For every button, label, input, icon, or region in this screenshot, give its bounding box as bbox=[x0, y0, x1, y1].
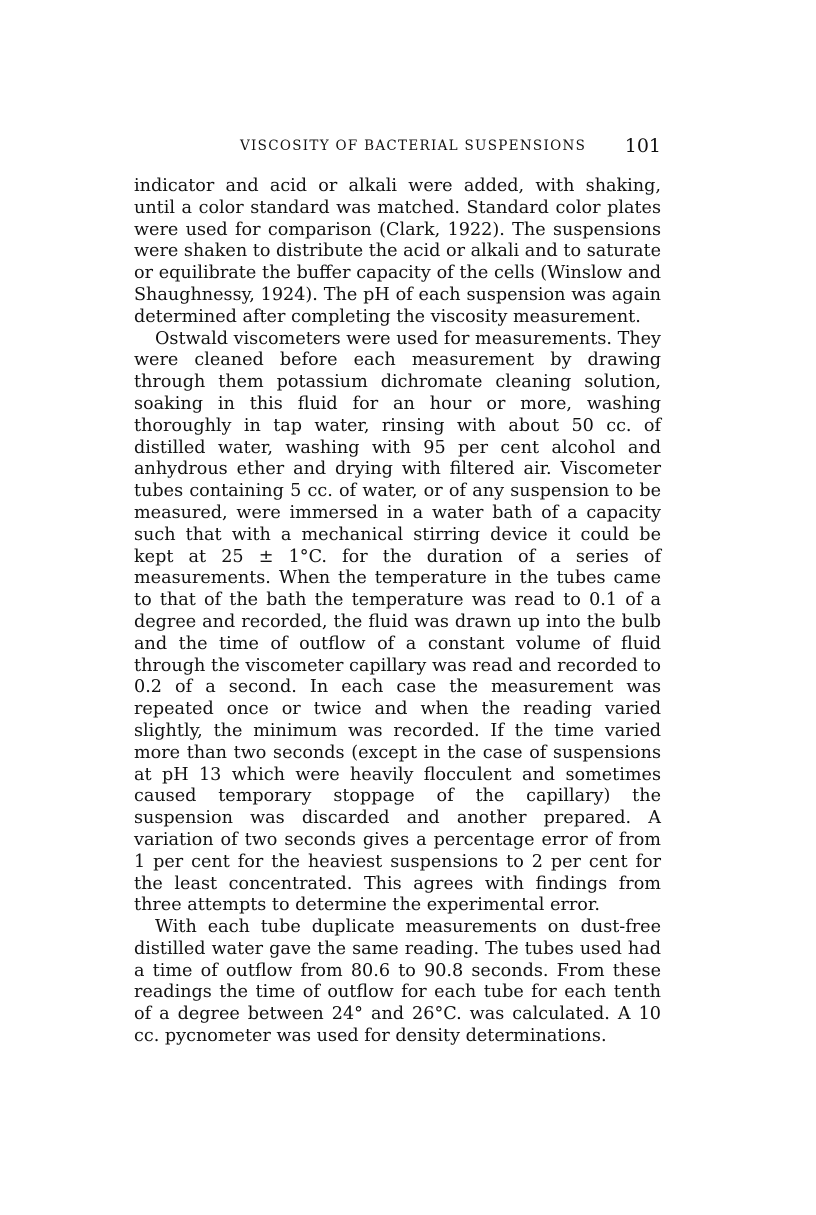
paragraph-viscometers: Ostwald viscometers were used for measurements. They were cleaned before each measurement by drawing through them potassium dichromate cleaning solution, soaking in this fluid for an hour or more, washing thoroughly in tap water, rinsing with about 50 cc. of distilled water, washing with 95 per cent alcohol and anhydrous ether and drying with filtered air. Viscometer tubes containing 5 cc. of water, or of any suspension to be measured, were immersed in a water bath of a capacity such that with a mechanical stirring device it could be kept at 25 ± 1°C. for the duration of a series of measurements. When the temperature in the tubes came to that of the bath the temperature was read to 0.1 of a degree and recorded, the fluid was drawn up into the bulb and the time of outflow of a constant volume of fluid through the viscometer capillary was read and recorded to 0.2 of a second. In each case the measurement was repeated once or twice and when the reading varied slightly, the minimum was recorded. If the time varied more than two seconds (except in the case of suspensions at pH 13 which were heavily flocculent and sometimes caused temporary stoppage of the capillary) the suspension was discarded and another prepared. A variation of two seconds gives a percentage error of from 1 per cent for the heaviest suspensions to 2 per cent for the least concentrated. This agrees with findings from three attempts to determine the experimental error. bbox=[134, 328, 661, 916]
page-number: 101 bbox=[624, 135, 661, 157]
paragraph-calibration: With each tube duplicate measurements on dust-free distilled water gave the same reading. The tubes used had a time of outflow from 80.6 to 90.8 seconds. From these readings the time of outflow for each tube for each tenth of a degree between 24° and 26°C. was calculated. A 10 cc. pycnometer was used for density determinations. bbox=[134, 917, 661, 1047]
running-head bbox=[134, 135, 661, 159]
body-text bbox=[134, 176, 661, 1048]
paragraph-continuation: indicator and acid or alkali were added, with shaking, until a color standard was matched. Standard color plates were used for comparison (Clark, 1922). The suspensions were shaken to distribute the acid or alkali and to saturate or equilibrate the buffer capacity of the cells (Winslow and Shaughnessy, 1924). The pH of each suspension was again determined after completing the viscosity measurement. bbox=[134, 176, 661, 327]
running-title: VISCOSITY OF BACTERIAL SUSPENSIONS bbox=[240, 138, 587, 154]
